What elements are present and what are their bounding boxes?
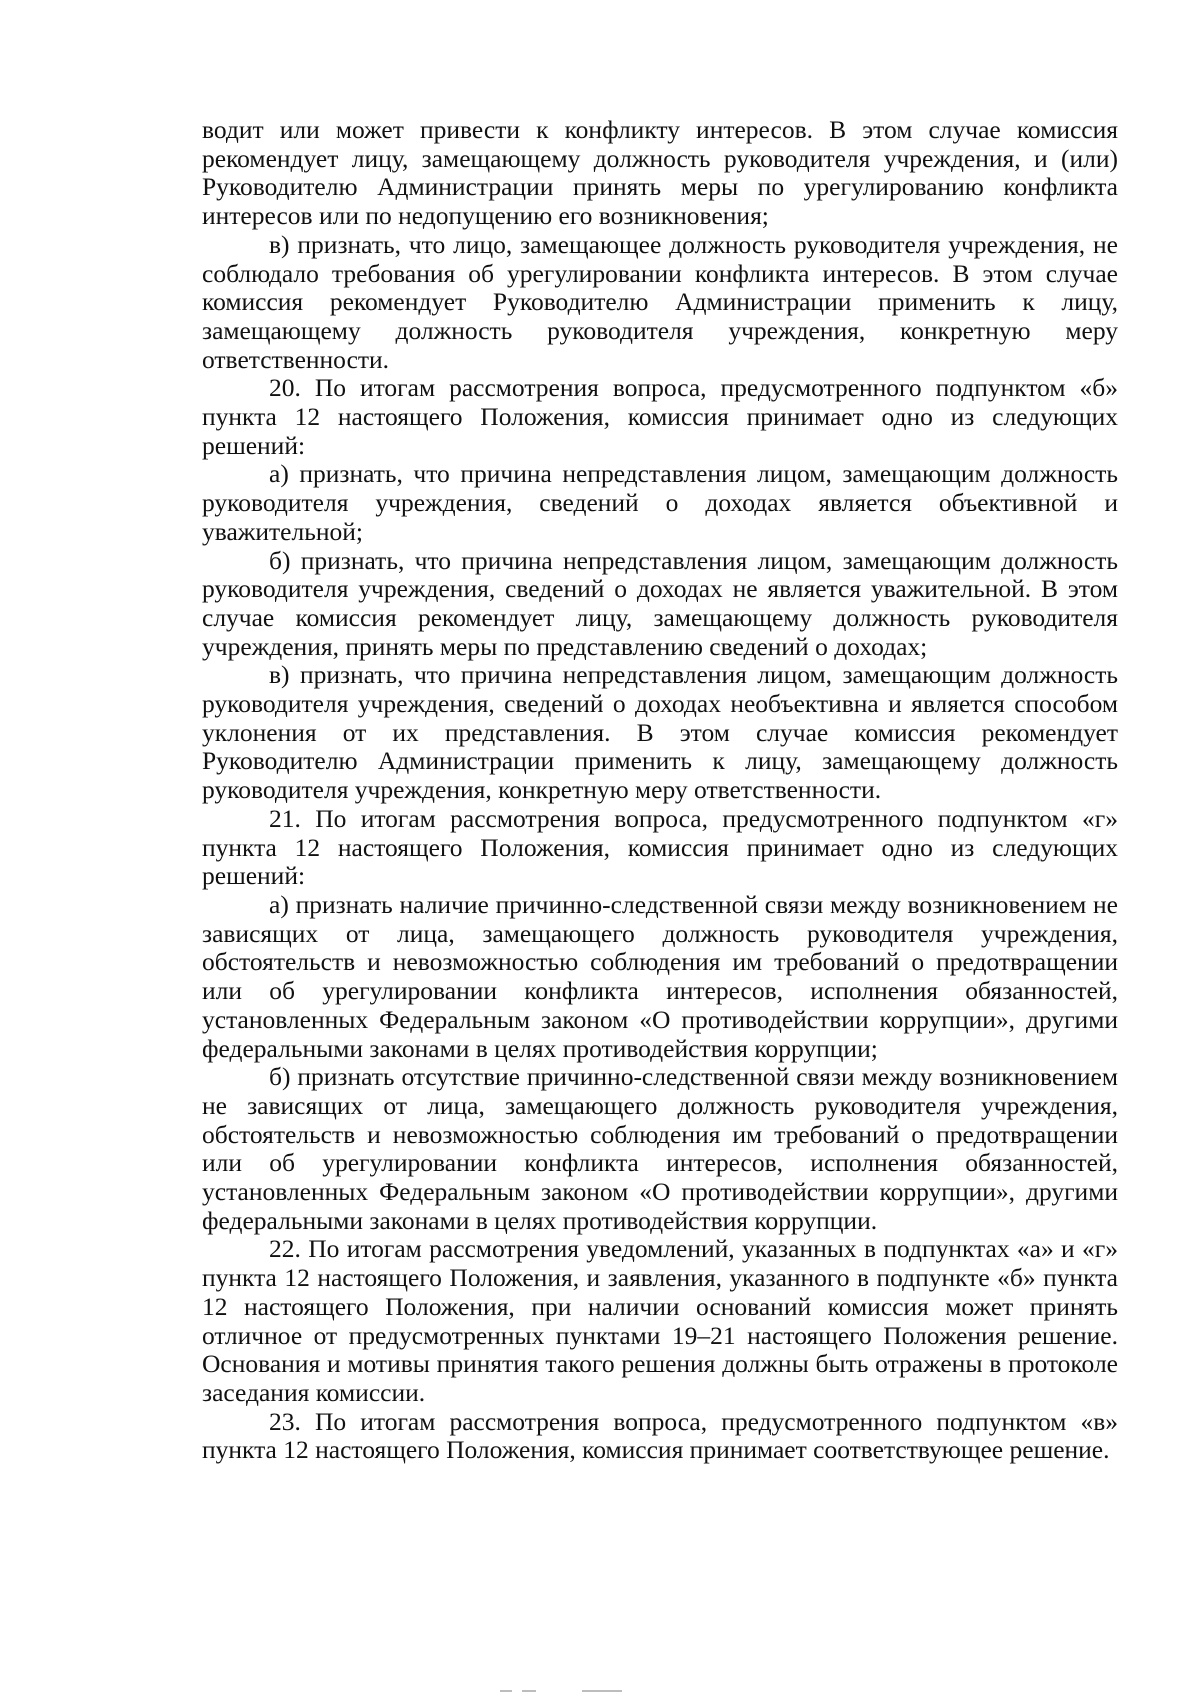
document-body [202,116,1118,1465]
paragraph-22: 22. По итогам рассмотрения уведомлений, указанных в подпунктах «а» и «г» пункта 12 настоящего Положения, и заявления, указанного в подпункте «б» пункта 12 настоящего Положения, при наличии оснований комиссия может принять отличное от предусмотренных пунктами 19–21 настоящего Положения решение. Основания и мотивы принятия такого решения должны быть отражены в протоколе заседания комиссии. [202,1234,1118,1407]
paragraph-23: 23. По итогам рассмотрения вопроса, предусмотренного подпунктом «в» пункта 12 настоящего Положения, комиссия принимает соответствующее решение. [202,1406,1118,1465]
paragraph-20-b: б) признать, что причина непредставления лицом, замещающим должность руководителя учреждения, сведений о доходах не является уважительной. В этом случае комиссия рекомендует лицу, замещающему должность руководителя учреждения, принять меры по представлению сведений о доходах; [202,545,1118,661]
paragraph-21: 21. По итогам рассмотрения вопроса, предусмотренного подпунктом «г» пункта 12 настоящего Положения, комиссия принимает одно из следующих решений: [202,803,1118,891]
paragraph-20-v: в) признать, что причина непредставления лицом, замещающим должность руководителя учреждения, сведений о доходах необъективна и является способом уклонения от их представления. В этом случае комиссия рекомендует Руководителю Администрации применить к лицу, замещающему должность руководителя учреждения, конкретную меру ответственности. [202,660,1118,805]
paragraph-21-a: а) признать наличие причинно-следственной связи между возникновением не зависящих от лица, замещающего должность руководителя учреждения, обстоятельств и невозможностью соблюдения им требований о предотвращении или об урегулировании конфликта интересов, исполнения обязанностей, установленных Федеральным законом «О противодействии коррупции», другими федеральными законами в целях противодействия коррупции; [202,889,1118,1063]
paragraph-20-a: а) признать, что причина непредставления лицом, замещающим должность руководителя учреждения, сведений о доходах является объективной и уважительной; [202,459,1118,546]
paragraph-19-v: в) признать, что лицо, замещающее должность руководителя учреждения, не соблюдало требования об урегулировании конфликта интересов. В этом случае комиссия рекомендует Руководителю Администрации применить к лицу, замещающему должность руководителя учреждения, конкретную меру ответственности. [202,229,1118,374]
paragraph-21-b: б) признать отсутствие причинно-следственной связи между возникновением не зависящих от лица, замещающего должность руководителя учреждения, обстоятельств и невозможностью соблюдения им требований о предотвращении или об урегулировании конфликта интересов, исполнения обязанностей, установленных Федеральным законом «О противодействии коррупции», другими федеральными законами в целях противодействия коррупции. [202,1062,1118,1235]
paragraph-20: 20. По итогам рассмотрения вопроса, предусмотренного подпунктом «б» пункта 12 настоящего Положения, комиссия принимает одно из следующих решений: [202,373,1118,460]
scan-mark [500,1690,512,1692]
scan-artifact-marks [500,1690,640,1694]
scan-mark [582,1690,622,1692]
scan-mark [522,1690,536,1692]
paragraph-continuation: водит или может привести к конфликту интересов. В этом случае комиссия рекомендует лицу, замещающему должность руководителя учреждения, и (или) Руководителю Администрации принять меры по урегулированию конфликта интересов или по недопущению его возникновения; [202,115,1118,231]
